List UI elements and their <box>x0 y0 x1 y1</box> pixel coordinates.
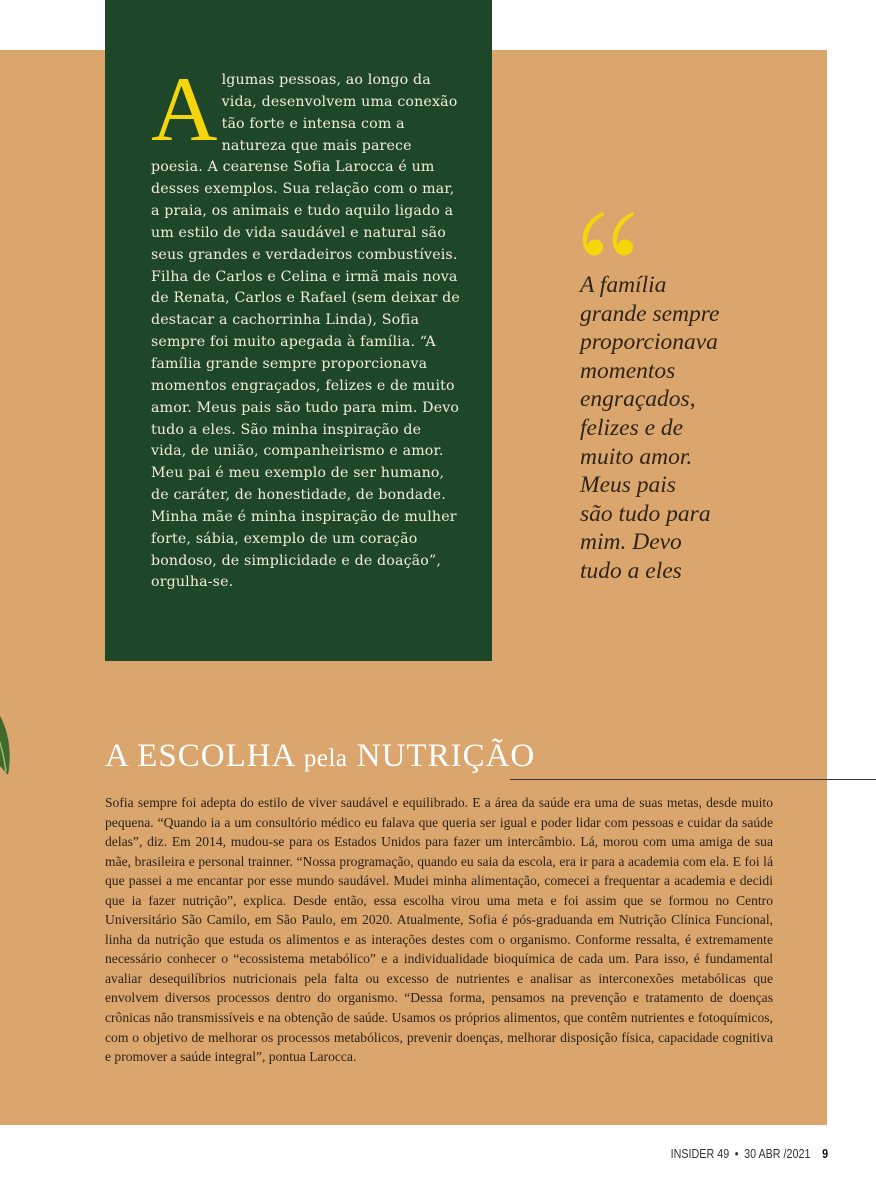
section-heading-part: NUTRIÇÃO <box>356 738 536 774</box>
section-heading <box>105 734 535 781</box>
magazine-name: INSIDER 49 <box>670 1147 730 1161</box>
leaf-decoration <box>0 680 40 790</box>
pull-quote-line: são tudo para <box>580 500 711 527</box>
heading-rule <box>510 779 876 780</box>
pull-quote-line: mim. Devo <box>580 529 682 556</box>
drop-cap: A <box>151 58 218 160</box>
pull-quote-line: grande sempre <box>580 300 720 327</box>
section-heading-part: A ESCOLHA <box>105 738 295 774</box>
pull-quote-line: muito amor. <box>580 443 693 470</box>
pull-quote-line: felizes e de <box>580 414 684 441</box>
pull-quote-line: engraçados, <box>580 386 696 413</box>
pull-quote-line: momentos <box>580 357 676 384</box>
pull-quote-line: Meus pais <box>580 472 676 499</box>
footer-separator: • <box>734 1147 739 1161</box>
section-heading-part: pela <box>303 745 348 772</box>
issue-date: 30 ABR /2021 <box>744 1147 811 1161</box>
pull-quote-line: proporcionava <box>580 329 718 356</box>
opening-quote-icon <box>577 200 647 270</box>
pull-quote <box>580 271 780 586</box>
page-footer <box>671 1147 828 1161</box>
section-body: Sofia sempre foi adepta do estilo de viver saudável e equilibrado. E a área da saúde era uma de suas metas, desde muito pequena. “Quando ia a um consultório médico eu falava que queria ser igual e poder lidar com pessoas e cuidar da saúde delas”, diz. Em 2014, mudou-se para os Estados Unidos para fazer um intercâmbio. Lá, morou com uma amiga de sua mãe, brasileira e personal trainner. “Nossa programação, quando eu saia da escola, era ir para a academia com ela. E foi lá que passei a me encantar por esse mundo saudável. Mudei minha alimentação, comecei a frequentar a academia e decidi que ia fazer nutrição”, explica. Desde então, essa escolha virou uma meta e foi assim que se formou no Centro Universitário São Camilo, em São Paulo, em 2020. Atualmente, Sofia é pós-graduanda em Nutrição Clínica Funcional, linha da nutrição que estuda os alimentos e as interações destes com o organismo. Conforme ressalta, é extremamente necessário conhecer o “ecossistema metabólico” e a individualidade bioquímica de cada um. Para isso, é fundamental avaliar desequilíbrios nutricionais pela falta ou excesso de nutrientes e analisar as interconexões metabólicas que envolvem diversos processos dentro do organismo. “Dessa forma, pensamos na prevenção e tratamento de doenças crônicas não transmissíveis e na obtenção de saúde. Usamos os próprios alimentos, que contêm nutrientes e fotoquímicos, com o objetivo de melhorar os processos metabólicos, prevenir doenças, melhorar disposição física, capacidade cognitiva e promover a saúde integral”, pontua Larocca. <box>105 795 773 1065</box>
intro-paragraph <box>151 58 461 594</box>
pull-quote-line: tudo a eles <box>580 557 682 584</box>
page-number: 9 <box>822 1147 828 1161</box>
pull-quote-line: A família <box>580 272 667 298</box>
intro-text: lgumas pessoas, ao longo da vida, desenvolvem uma conexão tão forte e intensa com a natureza que mais parece poesia. A cearense Sofia Larocca é um desses exemplos. Sua relação com o mar, a praia, os animais e tudo aquilo ligado a um estilo de vida saudável e natural são seus grandes e verdadeiros combustíveis. Filha de Carlos e Celina e irmã mais nova de Renata, Carlos e Rafael (sem deixar de destacar a cachorrinha Linda), Sofia sempre foi muito apegada à família. “A família grande sempre proporcionava momentos engraçados, felizes e de muito amor. Meus pais são tudo para mim. Devo tudo a eles. São minha inspiração de vida, de união, companheirismo e amor. Meu pai é meu exemplo de ser humano, de caráter, de honestidade, de bondade. Minha mãe é minha inspiração de mulher forte, sábia, exemplo de um coração bondoso, de simplicidade e de doação”, orgulha-se. <box>151 72 460 591</box>
